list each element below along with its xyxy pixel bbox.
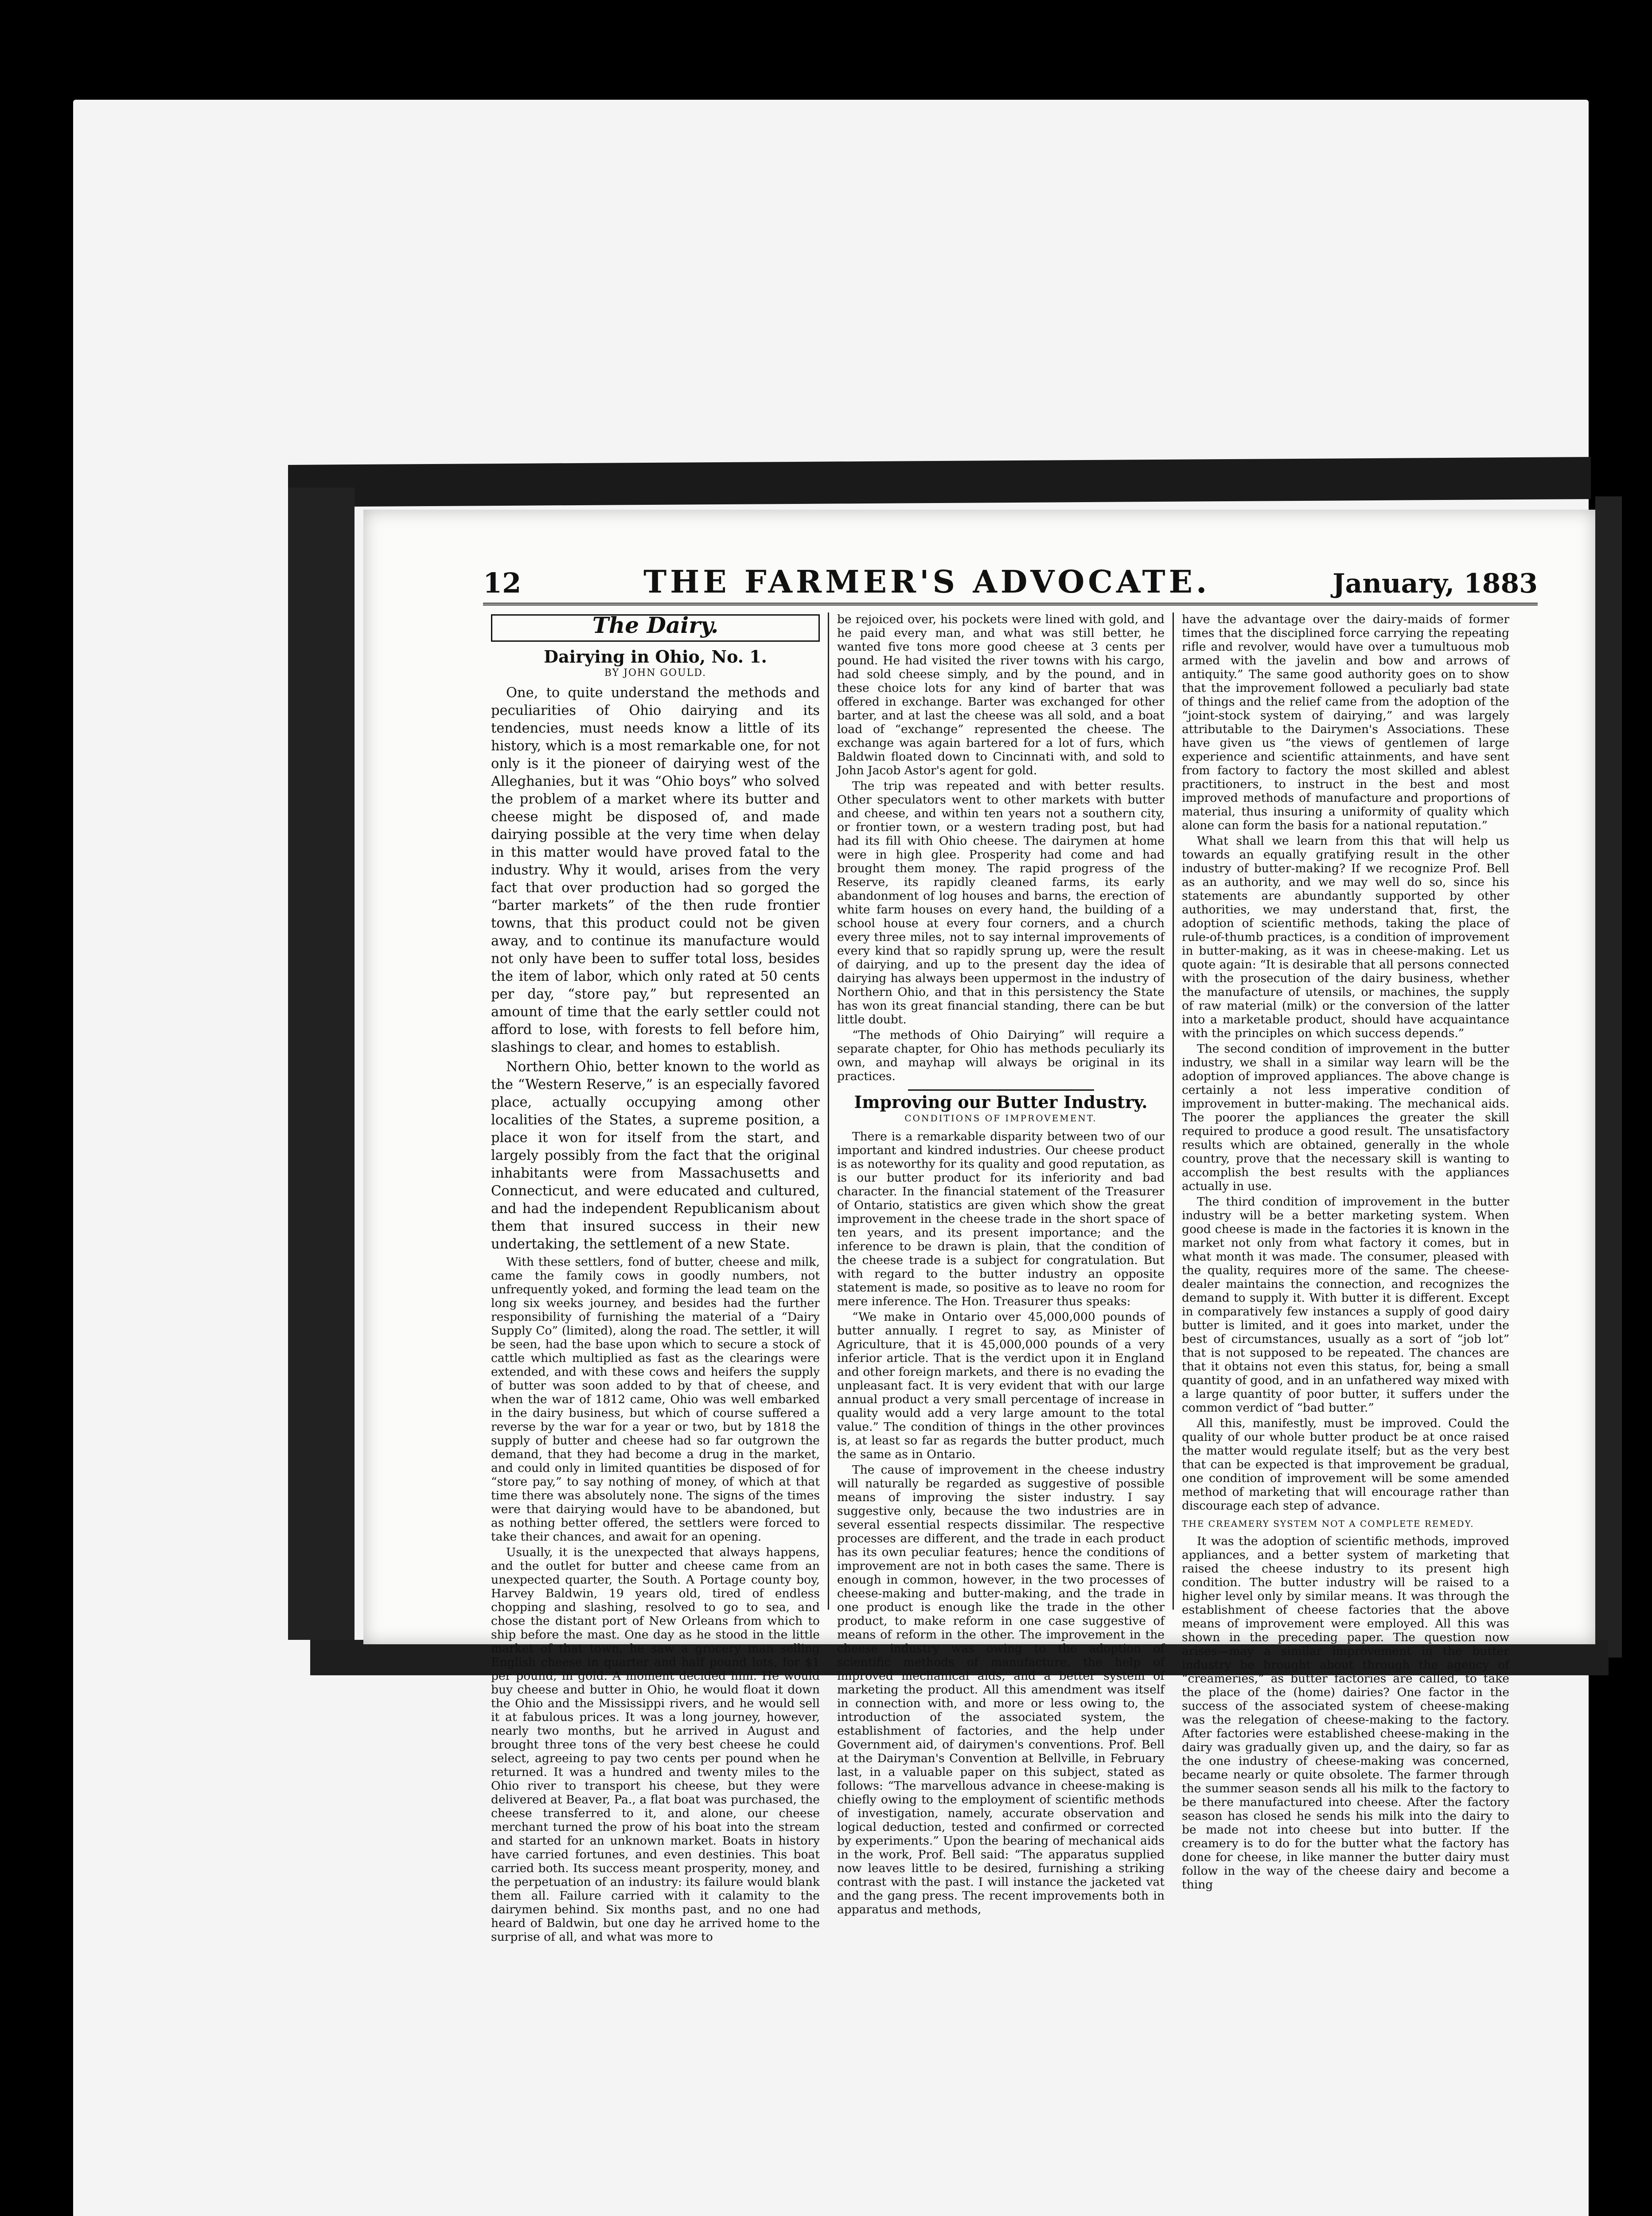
paragraph: Usually, it is the unexpected that always happens, and the outlet for butter and cheese came from an unexpected quarter, the South. A Portage county boy, Harvey Baldwin, 19 years old, tired of endless chopping and slashing, resolved to go to sea, and chose the distant port of New Orleans from which to ship before the mast. One day as he stood in the little market of that town, he saw a grocery man selling English cheese in quarter and half pound lots, for $1 per pound, in gold. A moment decided him. He would buy cheese and butter in Ohio, he would float it down the Ohio and the Mississippi rivers, and he would sell it at fabulous prices. It was a long journey, however, nearly two months, but he arrived in August and brought three tons of the very best cheese he could select, agreeing to pay two cents per pound when he returned. It was a hundred and twenty miles to the Ohio river to transport his cheese, but they were delivered at Beaver, Pa., a flat boat was purchased, the cheese transferred to it, and alone, our cheese merchant turned the prow of his boat into the stream and started for an unknown market. Boats in history have carried fortunes, and even destinies. This boat carried both. Its success meant prosperity, money, and the perpetuation of an industry: its failure would blank them all. Failure carried with it calamity to the dairymen behind. Six months past, and no one had heard of Baldwin, but one day he arrived home to the surprise of all, and what was more to bbox=[491, 1545, 820, 1944]
paragraph: The trip was repeated and with better results. Other speculators went to other markets with butter and cheese, and within ten years not a southern city, or frontier town, or a western trading post, but had had its fill with Ohio cheese. The dairymen at home were in high glee. Prosperity had come and had brought them money. The rapid progress of the Reserve, its rapidly cleaned farms, its early abandonment of log houses and barns, the erection of white farm houses on every hand, the building of a school house at every four corners, and a church every three miles, not to say internal improvements of every kind that so rapidly sprung up, were the result of dairying, and up to the present day the idea of dairying has always been uppermost in the industry of Northern Ohio, and that in this persistency the State has won its great financial standing, there can be but little doubt. bbox=[837, 779, 1165, 1026]
column-2 bbox=[828, 613, 1173, 1916]
paragraph: With these settlers, fond of butter, cheese and milk, came the family cows in goodly numbers, not unfrequently yoked, and forming the lead team on the long six weeks journey, and besides had the further responsibility of furnishing the material of a “Dairy Supply Co” (limited), along the road. The settler, it will be seen, had the base upon which to secure a stock of cattle which multiplied as fast as the clearings were extended, and with these cows and heifers the supply of butter was soon added to by that of cheese, and when the war of 1812 came, Ohio was well embarked in the dairy business, but which of course suffered a reverse by the war for a year or two, but by 1818 the supply of butter and cheese had so far outgrown the demand, that they had become a drug in the market, and could only in limited quantities be disposed of for “store pay,” to say nothing of money, of which at that time there was absolutely none. The signs of the times were that dairying would have to be abandoned, but as nothing better offered, the settlers were forced to take their chances, and await for an opening. bbox=[491, 1255, 820, 1544]
paragraph: What shall we learn from this that will help us towards an equally gratifying result in the other industry of butter-making? If we recognize Prof. Bell as an authority, and we may well do so, since his statements are abundantly supported by other authorities, we may understand that, first, the adoption of scientific methods, taking the place of rule-of-thumb practices, is a condition of improvement in butter-making, as it was in cheese-making. Let us quote again: “It is desirable that all persons connected with the prosecution of the dairy business, whether the manufacture of utensils, or machines, the supply of raw material (milk) or the conversion of the latter into a marketable product, should have acquaintance with the principles on which success depends.” bbox=[1182, 834, 1509, 1040]
masthead bbox=[483, 563, 1538, 605]
article-title: Dairying in Ohio, No. 1. bbox=[544, 647, 767, 667]
section-sidehead: THE CREAMERY SYSTEM NOT A COMPLETE REMEDY. bbox=[1182, 1518, 1474, 1529]
book-edge bbox=[288, 457, 1591, 507]
paragraph: Northern Ohio, better known to the world as the “Western Reserve,” is an especially favored place, actually occupying among other localities of the States, a supreme position, a place it won for itself from the start, and largely possibly from the fact that the original inhabitants were from Massachusetts and Connecticut, and were educated and cultured, and had the independent Republicanism about them that insured success in their new undertaking, the settlement of a new State. bbox=[491, 1059, 820, 1252]
publication-title: THE FARMER'S ADVOCATE. bbox=[643, 563, 1211, 600]
article-title: Improving our Butter Industry. bbox=[854, 1092, 1148, 1112]
paragraph: The third condition of improvement in the butter industry will be a better marketing system. When good cheese is made in the factories it is known in the market not only from what factory it comes, but in what month it was made. The consumer, pleased with the quality, requires more of the same. The cheese-dealer maintains the connection, and recognizes the demand to supply it. With butter it is different. Except in comparatively few instances a supply of good dairy butter is limited, and it goes into market, under the best of circumstances, usually as a sort of “job lot” that is not supposed to be repeated. The chances are that it obtains not even this status, for, being a small quantity of good, and in an unfathered way mixed with a large quantity of poor butter, it suffers under the common verdict of “bad butter.” bbox=[1182, 1195, 1509, 1415]
paragraph: The second condition of improvement in the butter industry, we shall in a similar way learn will be the adoption of improved appliances. The above change is certainly a not less imperative condition of improvement in butter-making. The mechanical aids. The poorer the appliances the greater the skill required to produce a good result. The unsatisfactory results which are obtained, generally in the whole country, prove that the necessary skill is wanting to accomplish the best results with the appliances actually in use. bbox=[1182, 1042, 1509, 1193]
paragraph: One, to quite understand the methods and peculiarities of Ohio dairying and its tendencies, must needs know a little of its history, which is a most remarkable one, for not only is it the pioneer of dairying west of the Alleghanies, but it was “Ohio boys” who solved the problem of a market where its butter and cheese might be disposed of, and made dairying possible at the very time when delay in this matter would have proved fatal to the industry. Why it would, arises from the very fact that over production had so gorged the “barter markets” of the then rude frontier towns, that this product could not be given away, and to continue its manufacture would not only have been to suffer total loss, besides the item of labor, which only rated at 50 cents per day, “store pay,” but represented an amount of time that the early settler could not afford to lose, with forests to fell before him, slashings to clear, and homes to establish. bbox=[491, 685, 820, 1055]
paragraph: have the advantage over the dairy-maids of former times that the disciplined force carrying the repeating rifle and revolver, would have over a tumultuous mob armed with the javelin and bow and arrows of antiquity.” The same good authority goes on to show that the improvement followed a peculiarly bad state of things and the relief came from the adoption of the “joint-stock system of dairying,” and was largely attributable to the Dairymen's Associations. These have given us “the views of gentlemen of large experience and scientific attainments, and have sent from factory to factory the most skilled and ablest practitioners, to instruct in the best and most improved methods of manufacture and proportions of material, thus insuring a uniformity of quality which alone can form the basis for a national reputation.” bbox=[1182, 613, 1509, 832]
issue-date: January, 1883 bbox=[1333, 568, 1538, 599]
book-cover-edge bbox=[1595, 496, 1622, 1658]
paragraph: be rejoiced over, his pockets were lined with gold, and he paid every man, and what was still better, he wanted five tons more good cheese at 3 cents per pound. He had visited the river towns with his cargo, had sold cheese simply, and by the pound, and in these choice lots for any kind of barter that was offered in exchange. Barter was exchanged for other barter, and at last the cheese was all sold, and a boat load of “exchange” represented the cheese. The exchange was again bartered for a lot of furs, which Baldwin floated down to Cincinnati with, and sold to John Jacob Astor's agent for gold. bbox=[837, 613, 1165, 777]
newspaper-page bbox=[363, 510, 1595, 1944]
paragraph: There is a remarkable disparity between two of our important and kindred industries. Our cheese product is as noteworthy for its quality and good reputation, as is our butter product for its inferiority and bad character. In the financial statement of the Treasurer of Ontario, statistics are given which show the great improvement in the cheese trade in the short space of ten years, and its present importance; and the inference to be drawn is plain, that the condition of the cheese trade is a subject for congratulation. But with regard to the butter industry an opposite statement is made, so positive as to leave no room for mere inference. The Hon. Treasurer thus speaks: bbox=[837, 1130, 1165, 1308]
section-divider bbox=[908, 1089, 1094, 1091]
paragraph: “The methods of Ohio Dairying” will require a separate chapter, for Ohio has methods peculiarly its own, and mayhap will always be original in its practices. bbox=[837, 1028, 1165, 1083]
byline: BY JOHN GOULD. bbox=[604, 667, 707, 679]
paragraph: All this, manifestly, must be improved. Could the quality of our whole butter product be at once raised the matter would regulate itself; but as the very best that can be expected is that improvement be gradual, one condition of improvement will be some amended method of marketing that will encourage rather than discourage each step of advance. bbox=[1182, 1416, 1509, 1513]
column-1 bbox=[483, 612, 828, 1944]
paragraph: It was the adoption of scientific methods, improved appliances, and a better system of marketing that raised the cheese industry to its present high condition. The butter industry will be raised to a higher level only by similar means. It was through the establishment of cheese factories that the above means of improvement were employed. All this was shown in the preceding paper. The question now arises—may a similar improvement in the butter industry be brought about through the agency of “creameries,” as butter factories are called, to take the place of the (home) dairies? One factor in the success of the associated system of cheese-making was the relegation of cheese-making to the factory. After factories were established cheese-making in the dairy was gradually given up, and the dairy, so far as the one industry of cheese-making was concerned, became nearly or quite obsolete. The farmer through the summer season sends all his milk to the factory to be there manufactured into cheese. After the factory season has closed he sends his milk into the dairy to be made not into cheese but into butter. If the creamery is to do for the butter what the factory has done for cheese, in like manner the butter dairy must follow in the way of the cheese dairy and become a thing bbox=[1182, 1534, 1509, 1892]
paragraph: The cause of improvement in the cheese industry will naturally be regarded as suggestive of possible means of improving the sister industry. I say suggestive only, because the two industries are in several essential respects dissimilar. The respective processes are different, and the trade in each product has its own peculiar features; hence the conditions of improvement are not in both cases the same. There is enough in common, however, in the two processes of cheese-making and butter-making, and the trade in one product is enough like the trade in the other product, to make reform in one case suggestive of means of reform in the other. The improvement in the cheese industry was owing to the adoption of scientific methods of manufacture, the help of improved mechanical aids, and a better system of marketing the product. All this amendment was itself in connection with, and more or less owing to, the introduction of the associated system, the establishment of factories, and the help under Government aid, of dairymen's conventions. Prof. Bell at the Dairyman's Convention at Bellville, in February last, in a valuable paper on this subject, stated as follows: “The marvellous advance in cheese-making is chiefly owing to the employment of scientific methods of investigation, namely, accurate observation and logical deduction, tested and confirmed or corrected by experiments.” Upon the bearing of mechanical aids in the work, Prof. Bell said: “The apparatus supplied now leaves little to be desired, furnishing a striking contrast with the past. I will instance the jacketed vat and the gang press. The recent improvements both in apparatus and methods, bbox=[837, 1463, 1165, 1916]
department-title: The Dairy. bbox=[592, 612, 719, 638]
book-spine bbox=[288, 488, 355, 1640]
page-number: 12 bbox=[483, 567, 522, 599]
department-header bbox=[491, 614, 820, 642]
paragraph: “We make in Ontario over 45,000,000 pounds of butter annually. I regret to say, as Minister of Agriculture, that it is 45,000,000 pounds of a very inferior article. That is the verdict upon it in England and other foreign markets, and there is no evading the unpleasant fact. It is very evident that with our large annual product a very small percentage of increase in quality would add a very large amount to the total value.” The condition of things in the other provinces is, at least so far as regards the butter product, much the same as in Ontario. bbox=[837, 1310, 1165, 1461]
article-subtitle: CONDITIONS OF IMPROVEMENT. bbox=[904, 1113, 1097, 1124]
article-columns bbox=[483, 612, 1538, 1944]
column-3 bbox=[1173, 613, 1517, 1892]
